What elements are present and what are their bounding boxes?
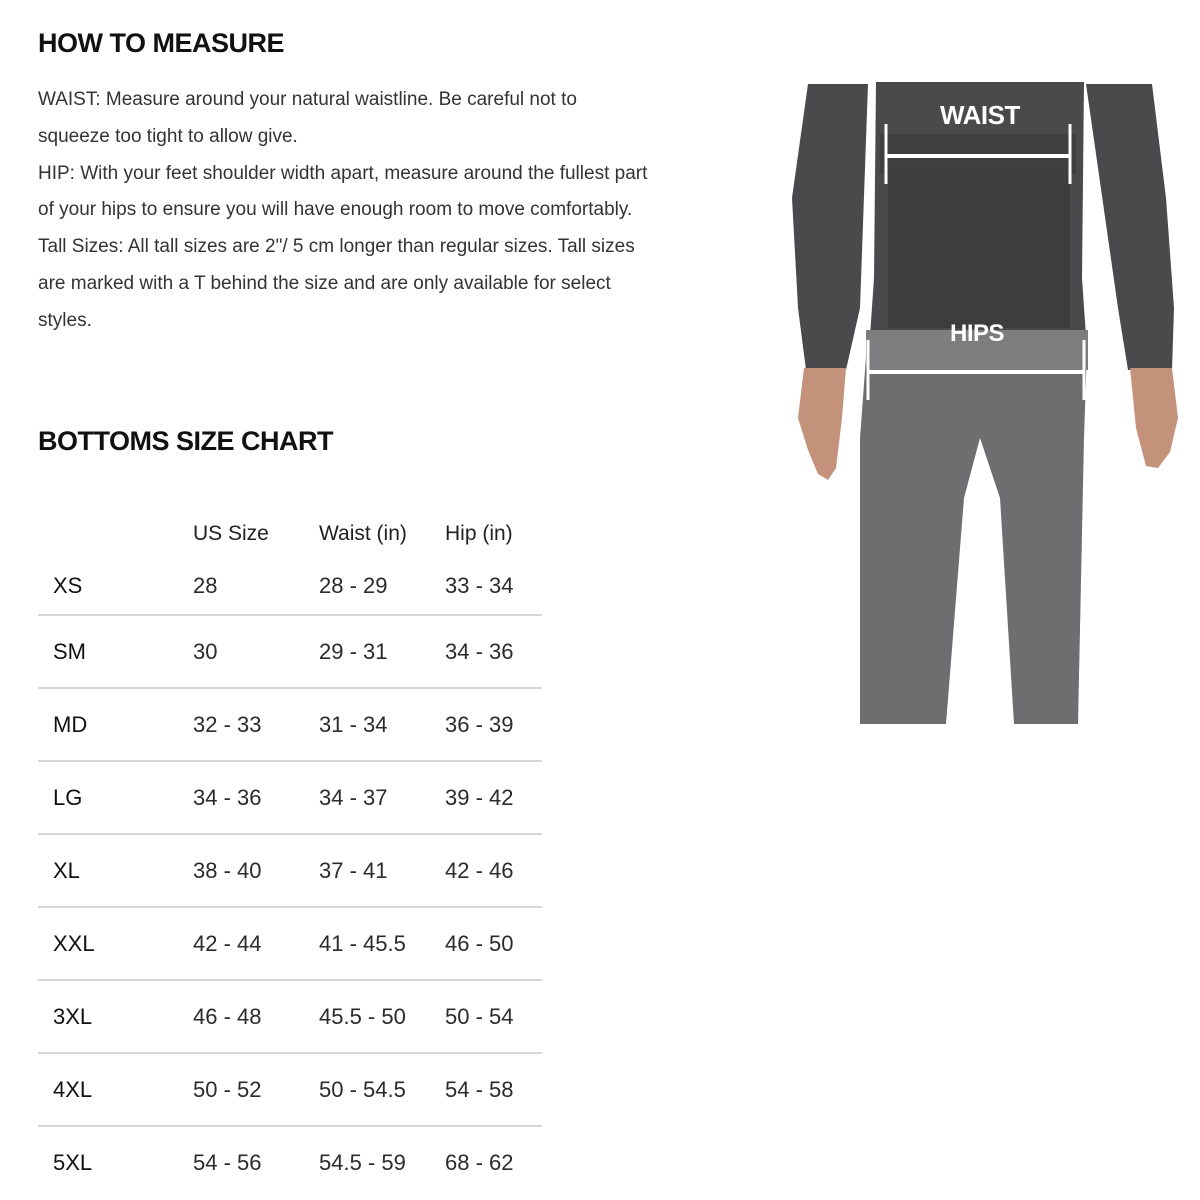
header-waist: Waist (in) (319, 522, 407, 545)
hip-instruction: HIP: With your feet shoulder width apart, measure around the fullest part of your hips to ensure you will have enough room to move comfortably. (38, 162, 648, 221)
header-us-size: US Size (193, 522, 269, 545)
hip-cell: 50 - 54 (445, 980, 542, 1053)
left-arm (792, 84, 868, 370)
measure-instructions (38, 82, 648, 340)
how-to-measure-title: HOW TO MEASURE (38, 28, 285, 58)
table-row (38, 558, 542, 615)
size-label-cell: 3XL (38, 980, 193, 1053)
waist-cell: 34 - 37 (319, 761, 445, 834)
size-chart-title: BOTTOMS SIZE CHART (38, 426, 334, 456)
tall-sizes-note: Tall Sizes: All tall sizes are 2"/ 5 cm longer than regular sizes. Tall sizes are marked with a T behind the size and are only available for select styles. (38, 236, 635, 331)
us-size-cell: 42 - 44 (193, 907, 319, 980)
table-row (38, 761, 542, 834)
us-size-cell: 46 - 48 (193, 980, 319, 1053)
size-chart-table (38, 510, 542, 1198)
body-illustration (768, 78, 1188, 728)
size-label-cell: XL (38, 834, 193, 907)
us-size-cell: 30 (193, 615, 319, 688)
hip-cell: 46 - 50 (445, 907, 542, 980)
table-row (38, 980, 542, 1053)
us-size-cell: 38 - 40 (193, 834, 319, 907)
hip-cell: 34 - 36 (445, 615, 542, 688)
size-label-cell: SM (38, 615, 193, 688)
waist-cell: 45.5 - 50 (319, 980, 445, 1053)
waist-cell: 31 - 34 (319, 688, 445, 761)
us-size-cell: 32 - 33 (193, 688, 319, 761)
size-label-cell: XS (38, 558, 193, 615)
hip-cell: 33 - 34 (445, 558, 542, 615)
table-row (38, 907, 542, 980)
hip-cell: 36 - 39 (445, 688, 542, 761)
left-hand (798, 368, 846, 480)
table-row (38, 688, 542, 761)
us-size-cell: 54 - 56 (193, 1149, 262, 1175)
us-size-cell: 34 - 36 (193, 761, 319, 834)
size-label-cell: MD (38, 688, 193, 761)
hip-cell: 42 - 46 (445, 834, 542, 907)
waist-cell: 29 - 31 (319, 615, 445, 688)
waist-cell: 41 - 45.5 (319, 907, 445, 980)
hip-cell: 54 - 58 (445, 1053, 542, 1126)
table-row (38, 1126, 542, 1198)
waist-cell: 50 - 54.5 (319, 1053, 445, 1126)
table-row (38, 615, 542, 688)
header-size-label (38, 510, 193, 558)
header-hip: Hip (in) (445, 522, 513, 545)
table-row (38, 834, 542, 907)
hip-cell: 39 - 42 (445, 761, 542, 834)
shirt-panel (888, 168, 1070, 328)
hip-cell: 68 - 62 (445, 1149, 514, 1175)
table-header-row (38, 510, 542, 558)
waist-cell: 54.5 - 59 (319, 1149, 406, 1175)
waist-cell: 28 - 29 (319, 558, 445, 615)
size-label-cell: XXL (38, 907, 193, 980)
size-label-cell: 5XL (53, 1149, 93, 1175)
waist-cell: 37 - 41 (319, 834, 445, 907)
table-row (38, 1053, 542, 1126)
size-label-cell: LG (38, 761, 193, 834)
waist-label: WAIST (940, 100, 1020, 130)
right-hand (1130, 368, 1178, 468)
hips-label: HIPS (950, 320, 1005, 347)
size-label-cell: 4XL (38, 1053, 193, 1126)
us-size-cell: 28 (193, 558, 319, 615)
us-size-cell: 50 - 52 (193, 1053, 319, 1126)
leggings (860, 330, 1088, 724)
measurement-figure (768, 78, 1188, 728)
right-arm (1086, 84, 1174, 370)
waist-instruction: WAIST: Measure around your natural waistline. Be careful not to squeeze too tight to allow give. (38, 89, 577, 147)
